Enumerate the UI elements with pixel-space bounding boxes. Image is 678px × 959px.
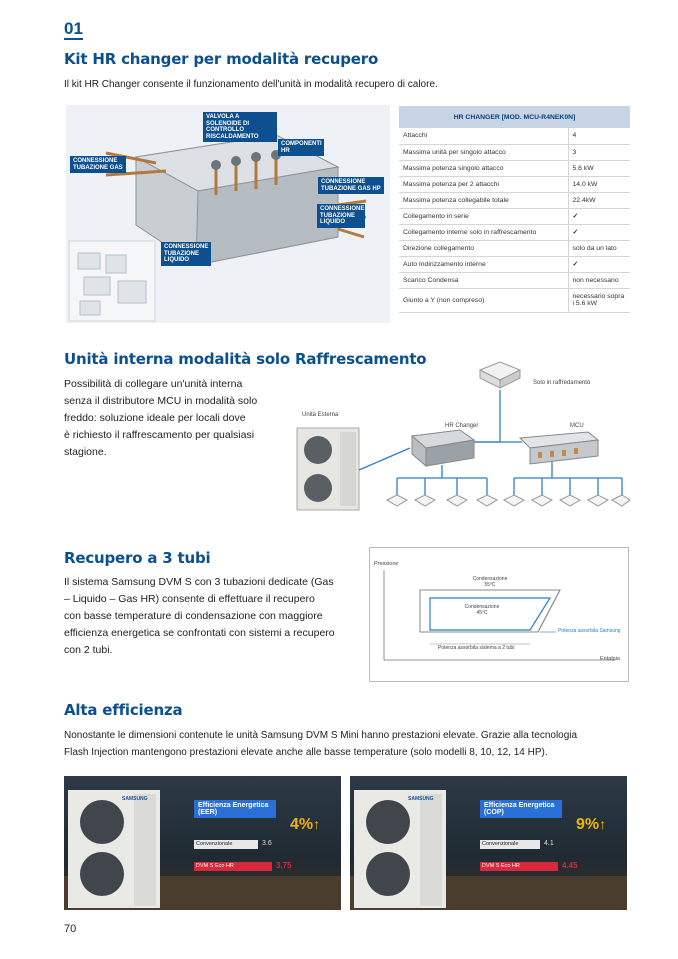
cooling-title: Unità interna modalità solo Raffrescamento (64, 350, 427, 368)
eer-gain-value: 4% (290, 816, 314, 833)
spec-value: 4 (568, 128, 630, 144)
spec-label: Massima potenza collegabile totale (399, 192, 568, 208)
section-number: 01 (64, 19, 83, 38)
efficiency-line: Flash Injection mantengono prestazioni elevate anche alle basse temperature (solo modelli 8, 10, 12, 14 HP). (64, 747, 548, 758)
efficiency-line: Nonostante le dimensioni contenute le unità Samsung DVM S Mini hanno prestazioni elevate. Grazie alla tecnologia (64, 730, 578, 741)
check-icon: ✓ (568, 256, 630, 272)
hr-changer-title: Kit HR changer per modalità recupero (64, 50, 379, 68)
spec-label: Auto Indirizzamento interne (399, 256, 568, 272)
efficiency-text (64, 727, 577, 761)
spec-label: Massima potenza singolo attacco (399, 160, 568, 176)
table-row (399, 272, 630, 288)
recovery-line: – Liquido – Gas HR) consente di effettuare il recupero (64, 593, 315, 605)
cop-gain (576, 816, 606, 834)
cop-dvm-bar: DVM S Eco HR (480, 862, 558, 871)
eer-title: Efficienza Energetica (EER) (194, 800, 276, 818)
callout-componenti: COMPONENTI HR (278, 139, 324, 156)
recovery-line: con basse temperature di condensazione con maggiore (64, 610, 323, 622)
label-cooling-only: Solo in raffredamento (533, 380, 591, 386)
pressure-enthalpy-chart (369, 547, 629, 682)
hr-changer-spec-table (399, 106, 630, 313)
label-cond-45: Condensazione 45ºC (464, 604, 500, 616)
table-row (399, 240, 630, 256)
check-icon: ✓ (568, 224, 630, 240)
recovery-line: con 2 tubi. (64, 644, 113, 656)
arrow-up-icon: ↑ (599, 816, 607, 832)
hr-changer-intro: Il kit HR Changer consente il funzionamento dell'unità in modalità recupero di calore. (64, 79, 438, 90)
chart-xlabel: Entalpia (600, 656, 620, 662)
spec-label: Attacchi (399, 128, 568, 144)
recovery-title: Recupero a 3 tubi (64, 549, 211, 567)
callout-liquido-bottom: CONNESSIONE TUBAZIONE LIQUIDO (161, 242, 211, 266)
spec-label: Massima unità per singolo attacco (399, 144, 568, 160)
table-row (399, 208, 630, 224)
table-row (399, 256, 630, 272)
spec-table-header: HR CHANGER [MOD. MCU-R4NEK0N] (399, 106, 630, 128)
cop-conv-value: 4.1 (544, 840, 554, 847)
spec-table-body (399, 128, 630, 312)
hr-changer-illustration (66, 105, 390, 323)
spec-label: Direzione collegamento (399, 240, 568, 256)
cooling-line: senza il distributore MCU in modalità solo (64, 395, 258, 407)
table-row (399, 192, 630, 208)
eer-image (64, 776, 341, 910)
check-icon: ✓ (568, 208, 630, 224)
cop-conv-bar: Convenzionale (480, 840, 540, 849)
label-outdoor-unit: Unità Esterna (302, 412, 339, 418)
cop-dvm-value: 4.45 (562, 861, 578, 870)
spec-value: necessario sopra i 5.6 kW (568, 288, 630, 312)
cooling-line: freddo: soluzione ideale per locali dove (64, 412, 246, 424)
table-row (399, 224, 630, 240)
cop-title: Efficienza Energetica (COP) (480, 800, 562, 818)
page-number: 70 (64, 923, 77, 935)
chart-ylabel: Pressione (374, 561, 399, 567)
eer-dvm-value: 3.75 (276, 861, 292, 870)
label-two-pipe-power: Potenza assorbita sistema a 2 tubi (438, 645, 515, 651)
cop-panel (480, 800, 620, 870)
spec-label: Collegamento in serie (399, 208, 568, 224)
cop-gain-value: 9% (576, 816, 600, 833)
table-row (399, 176, 630, 192)
cop-image (350, 776, 627, 910)
label-samsung-power: Potenza assorbita Samsung (558, 628, 621, 634)
spec-value: 3 (568, 144, 630, 160)
spec-value: non necessario (568, 272, 630, 288)
cooling-line: è richiesto il raffrescamento per qualsiasi (64, 429, 255, 441)
cooling-line: stagione. (64, 446, 107, 458)
spec-label: Scarico Condensa (399, 272, 568, 288)
samsung-logo: SAMSUNG (408, 796, 434, 802)
label-hr-changer: HR Changer (445, 423, 479, 429)
callout-gas-hp: CONNESSIONE TUBAZIONE GAS HP (318, 177, 384, 194)
spec-label: Collegamento interne solo in raffrescamento (399, 224, 568, 240)
eer-dvm-bar: DVM S Eco HR (194, 862, 272, 871)
recovery-text (64, 574, 354, 659)
callout-liquido-right: CONNESSIONE TUBAZIONE LIQUIDO (317, 204, 365, 228)
label-cond-55: Condensazione 55ºC (472, 576, 508, 588)
recovery-line: Il sistema Samsung DVM S con 3 tubazioni dedicate (Gas (64, 576, 334, 588)
spec-value: solo da un lato (568, 240, 630, 256)
callout-gas: CONNESSIONE TUBAZIONE GAS (70, 156, 126, 173)
eer-conv-value: 3.6 (262, 840, 272, 847)
spec-label: Massima potenza per 2 attacchi (399, 176, 568, 192)
table-row (399, 144, 630, 160)
table-row (399, 128, 630, 144)
recovery-line: efficienza energetica se confrontati con sistemi a recupero (64, 627, 335, 639)
eer-conv-bar: Convenzionale (194, 840, 258, 849)
eer-gain (290, 816, 320, 834)
spec-label: Giunto a Y (non compreso) (399, 288, 568, 312)
callout-valvola: VALVOLA A SOLENOIDE DI CONTROLLO RISCALDAMENTO (203, 112, 277, 142)
spec-value: 14.0 kW (568, 176, 630, 192)
eer-panel (194, 800, 334, 870)
cooling-diagram (292, 360, 632, 520)
cooling-line: Possibilità di collegare un'unità interna (64, 378, 243, 390)
arrow-up-icon: ↑ (313, 816, 321, 832)
table-row (399, 160, 630, 176)
table-row (399, 288, 630, 312)
efficiency-title: Alta efficienza (64, 701, 183, 719)
cooling-text (64, 376, 284, 461)
spec-value: 5.6 kW (568, 160, 630, 176)
label-mcu: MCU (570, 423, 584, 429)
spec-value: 22.4kW (568, 192, 630, 208)
samsung-logo: SAMSUNG (122, 796, 148, 802)
